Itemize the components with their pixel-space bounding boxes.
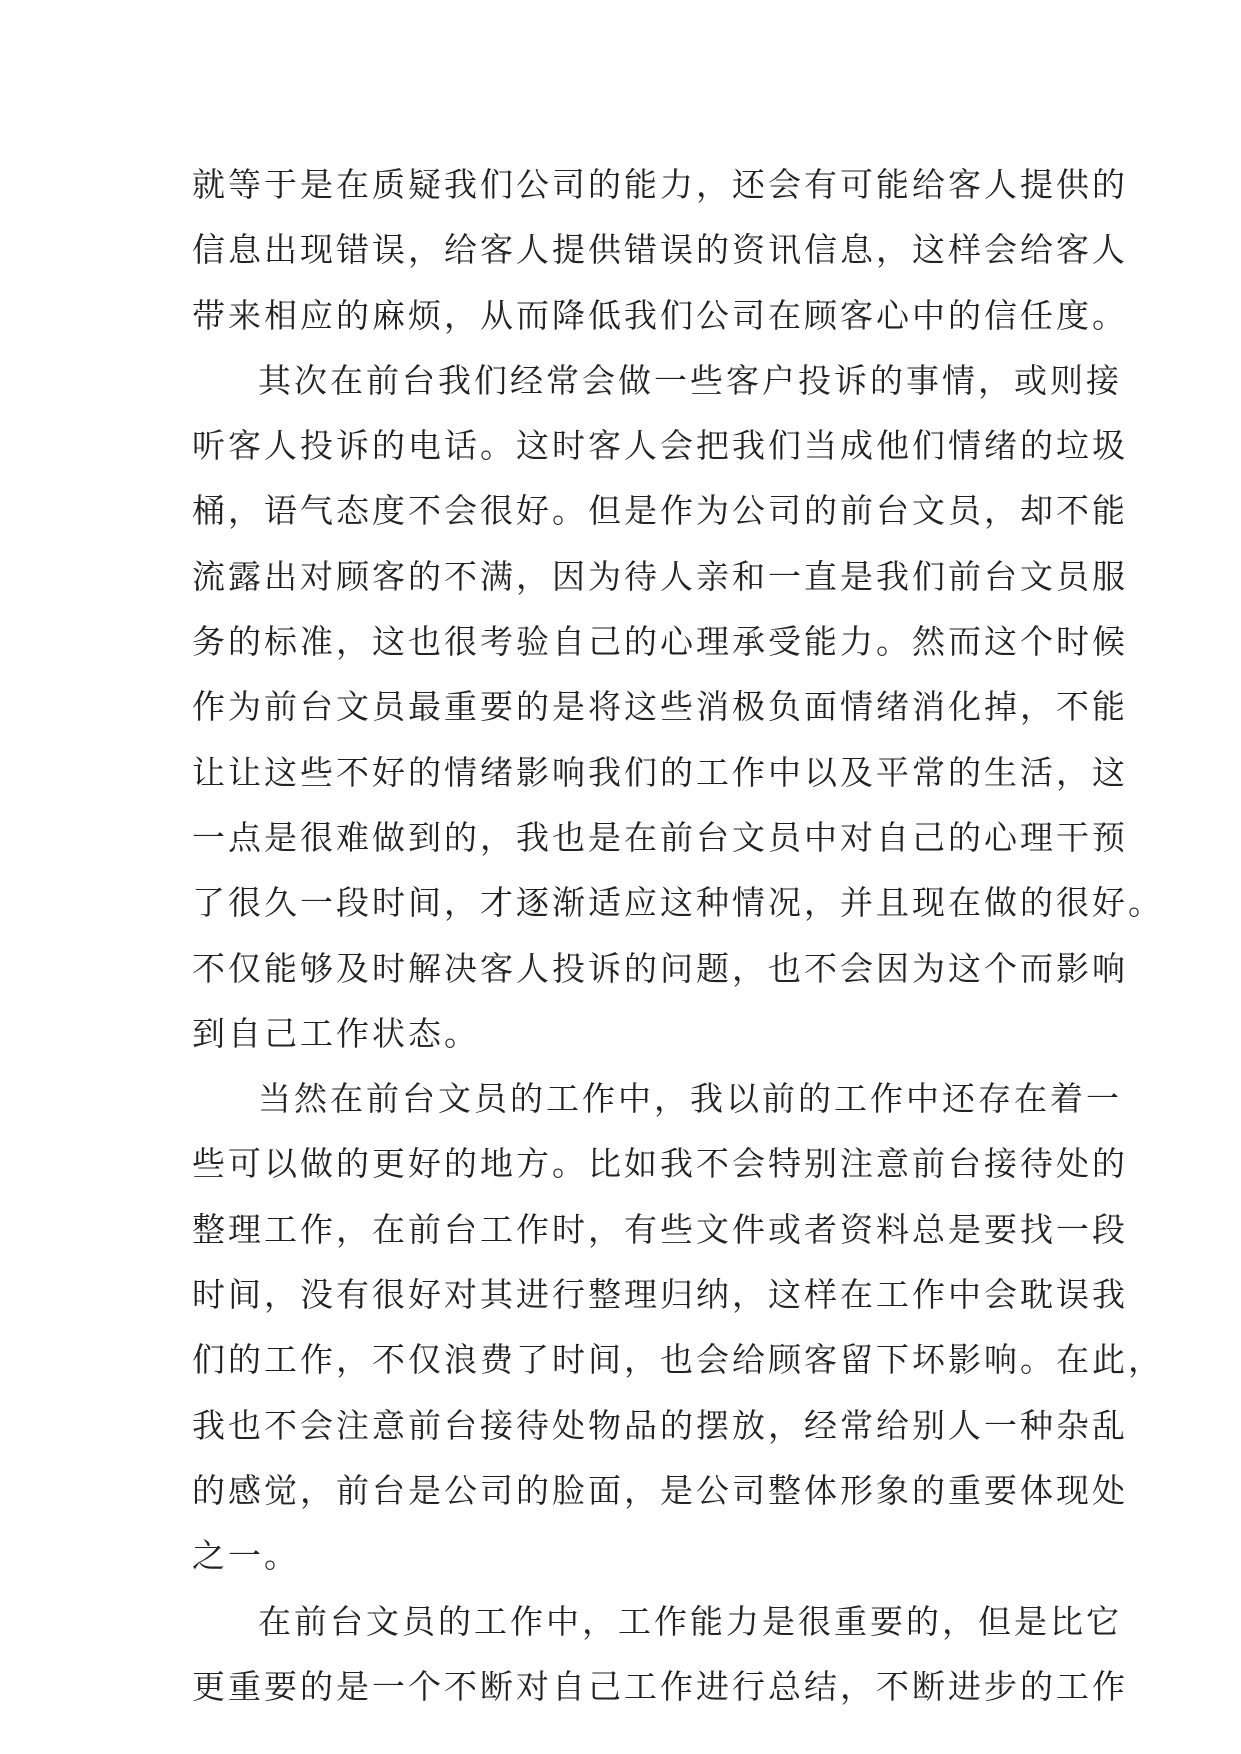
text-line: 到自己工作状态。 [192, 1013, 480, 1053]
text-line: 不仅能够及时解决客人投诉的问题，也不会因为这个而影响 [192, 948, 1128, 988]
text-line: 流露出对顾客的不满，因为待人亲和一直是我们前台文员服 [192, 556, 1128, 596]
text-line: 一点是很难做到的，我也是在前台文员中对自己的心理干预 [192, 817, 1128, 857]
text-line: 的感觉，前台是公司的脸面，是公司整体形象的重要体现处 [192, 1470, 1128, 1510]
text-line: 了很久一段时间，才逐渐适应这种情况，并且现在做的很好。 [192, 883, 1164, 923]
paragraph-start-line: 其次在前台我们经常会做一些客户投诉的事情，或则接 [258, 360, 1122, 400]
text-line: 时间，没有很好对其进行整理归纳，这样在工作中会耽误我 [192, 1275, 1128, 1315]
paragraph-start-line: 当然在前台文员的工作中，我以前的工作中还存在着一 [258, 1079, 1122, 1119]
text-line: 桶，语气态度不会很好。但是作为公司的前台文员，却不能 [192, 491, 1128, 531]
text-line: 务的标准，这也很考验自己的心理承受能力。然而这个时候 [192, 622, 1128, 662]
text-line: 整理工作，在前台工作时，有些文件或者资料总是要找一段 [192, 1209, 1128, 1249]
text-line: 信息出现错误，给客人提供错误的资讯信息，这样会给客人 [192, 230, 1128, 270]
text-line: 更重要的是一个不断对自己工作进行总结，不断进步的工作 [192, 1666, 1128, 1706]
text-line: 些可以做的更好的地方。比如我不会特别注意前台接待处的 [192, 1144, 1128, 1184]
text-line: 作为前台文员最重要的是将这些消极负面情绪消化掉，不能 [192, 687, 1128, 727]
text-line: 带来相应的麻烦，从而降低我们公司在顾客心中的信任度。 [192, 295, 1128, 335]
text-line: 让让这些不好的情绪影响我们的工作中以及平常的生活，这 [192, 752, 1128, 792]
paragraph-start-line: 在前台文员的工作中，工作能力是很重要的，但是比它 [258, 1601, 1122, 1641]
body-text [192, 152, 1164, 1719]
text-line: 我也不会注意前台接待处物品的摆放，经常给别人一种杂乱 [192, 1405, 1128, 1445]
text-line: 听客人投诉的电话。这时客人会把我们当成他们情绪的垃圾 [192, 426, 1128, 466]
text-line: 们的工作，不仅浪费了时间，也会给顾客留下坏影响。在此， [192, 1340, 1164, 1380]
text-line: 之一。 [192, 1536, 300, 1576]
text-line: 就等于是在质疑我们公司的能力，还会有可能给客人提供的 [192, 165, 1128, 204]
